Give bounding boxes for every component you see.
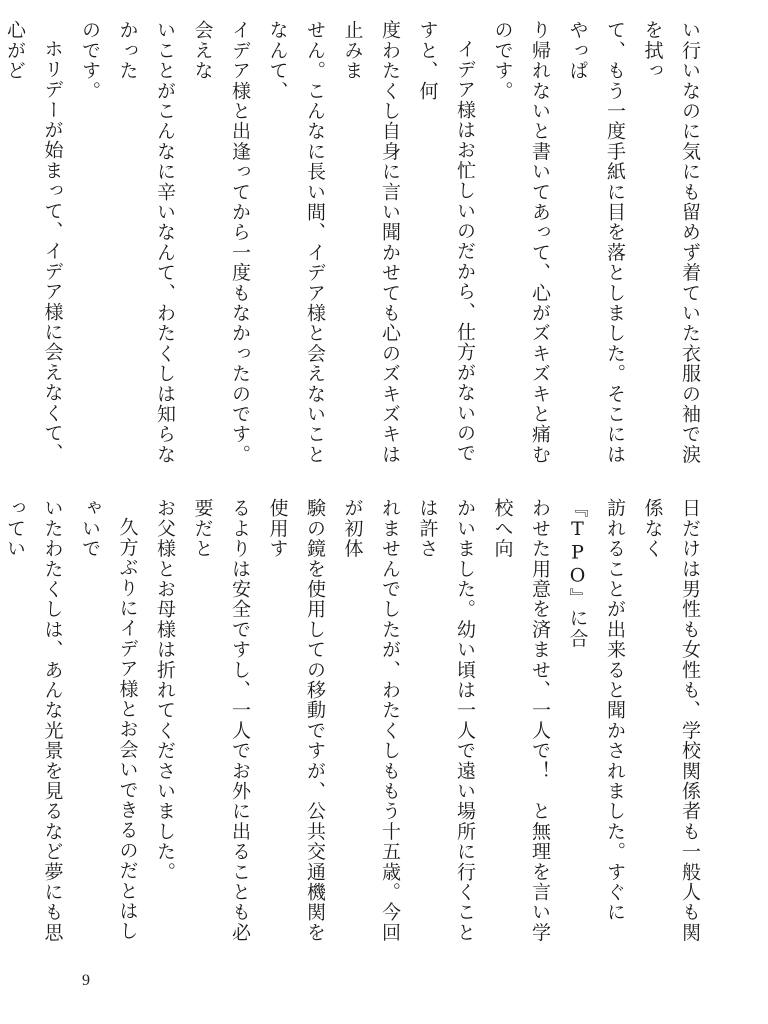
text-line: イデア様と出逢ってから一度もなかったのです。会えな <box>191 20 251 465</box>
text-line: 久方ぶりにイデア様とお会いできるのだとはしゃいで <box>79 498 139 942</box>
text-line: お父様とお母様は折れてくださいました。 <box>154 498 176 882</box>
text-line: て、もう一度手紙に目を落としました。そこにはやっぱ <box>566 20 626 465</box>
text-line: 訪れることが出来ると聞かされました。すぐに『TPO』に合 <box>566 498 626 923</box>
page-number: 9 <box>82 972 90 989</box>
text-line: 験の鏡を使用しての移動ですが、公共交通機関を使用す <box>266 498 326 943</box>
text-line: かいました。幼い頃は一人で遠い場所に行くことは許さ <box>416 498 476 943</box>
lower-text-tier <box>4 498 708 948</box>
upper-text-tier <box>4 20 708 480</box>
text-line: 度わたくし自身に言い聞かせても心のズキズキは止みま <box>341 20 401 465</box>
text-line: いことがこんなに辛いなんて、わたくしは知らなかった <box>116 20 176 465</box>
text-line: いたわたくしは、あんな光景を見るなど夢にも思ってい <box>4 498 64 943</box>
text-line: ホリデーが始まって、イデア様に会えなくて、心がど <box>4 20 64 464</box>
text-line: のです。 <box>79 20 101 101</box>
text-line: るよりは安全ですし、一人でお外に出ることも必要だと <box>191 498 251 943</box>
text-line: 日だけは男性も女性も、学校関係者も一般人も関係なく <box>641 498 701 943</box>
text-line: せん。こんなに長い間、イデア様と会えないことなんて、 <box>266 20 326 465</box>
text-line: い行いなのに気にも留めず着ていた衣服の袖で涙を拭っ <box>641 20 701 465</box>
text-line: わせた用意を済ませ、一人で！ と無理を言い学校へ向 <box>491 498 551 943</box>
text-line: イデア様はお忙しいのだから、仕方がないのですと、何 <box>416 20 476 464</box>
text-line: り帰れないと書いてあって、心がズキズキと痛むのです。 <box>491 20 551 465</box>
text-line: れませんでしたが、わたくしももう十五歳。今回が初体 <box>341 498 401 943</box>
